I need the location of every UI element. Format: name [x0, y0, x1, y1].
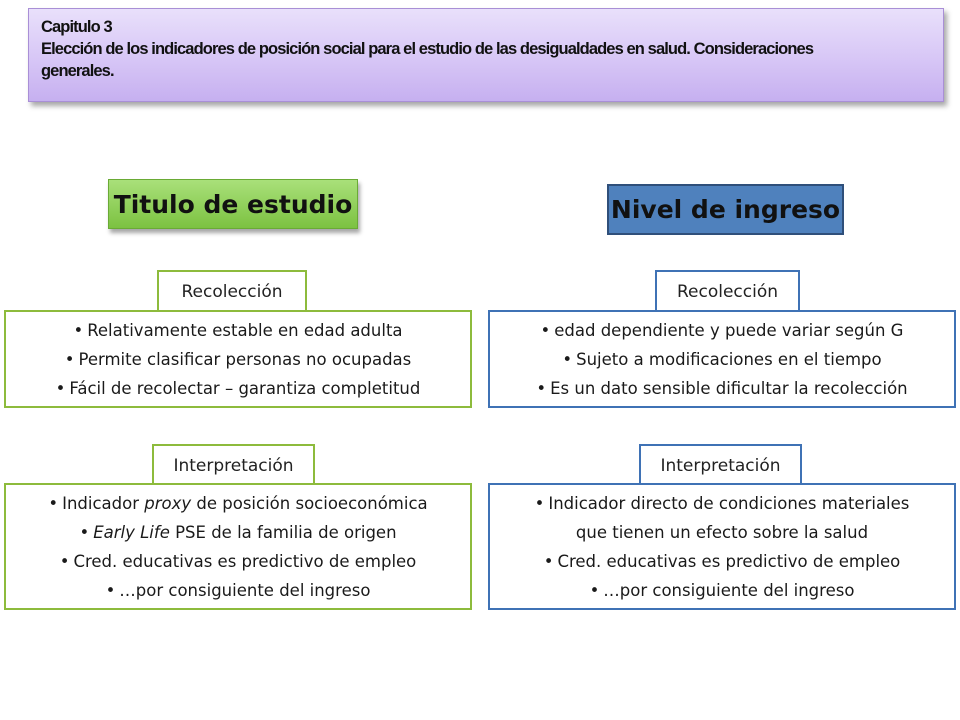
left-title: Titulo de estudio — [113, 189, 353, 219]
list-item: • Indicador directo de condiciones materiales — [534, 493, 910, 513]
list-item: • Fácil de recolectar – garantiza completitud — [55, 378, 421, 398]
left-interpretacion-tab — [152, 444, 315, 485]
bullet-icon: • — [79, 522, 90, 542]
bullet-icon: • — [105, 580, 116, 600]
right-interpretacion-box — [488, 483, 956, 610]
list-item: • Indicador proxy de posición socioeconómica — [48, 493, 428, 513]
right-title: Nivel de ingreso — [610, 195, 841, 224]
chapter-title-line2: generales. — [41, 62, 114, 80]
list-item-continuation: que tienen un efecto sobre la salud — [575, 522, 869, 542]
bullet-icon: • — [562, 349, 573, 369]
right-interpretacion-tab — [639, 444, 802, 485]
bullet-icon: • — [55, 378, 66, 398]
chapter-number: Capitulo 3 — [41, 18, 112, 36]
list-item: • …por consiguiente del ingreso — [105, 580, 371, 600]
left-title-box — [108, 179, 358, 229]
bullet-icon: • — [64, 349, 75, 369]
left-interpretacion-box — [4, 483, 472, 610]
bullet-icon: • — [536, 378, 547, 398]
left-interpretacion-label: Interpretación — [173, 455, 294, 476]
list-item: • Cred. educativas es predictivo de empleo — [59, 551, 417, 571]
bullet-icon: • — [73, 320, 84, 340]
list-item: • edad dependiente y puede variar según G — [540, 320, 904, 340]
chapter-title-line1: Elección de los indicadores de posición social para el estudio de las desigualdades en salud. Consideraciones — [41, 40, 814, 58]
list-item: • Sujeto a modificaciones en el tiempo — [562, 349, 882, 369]
list-item: • Permite clasificar personas no ocupadas — [64, 349, 412, 369]
bullet-icon: • — [534, 493, 545, 513]
list-item: • Es un dato sensible dificultar la recolección — [536, 378, 908, 398]
list-item: • Early Life PSE de la familia de origen — [79, 522, 397, 542]
right-recoleccion-label: Recolección — [676, 282, 779, 302]
bullet-icon: • — [59, 551, 70, 571]
left-recoleccion-box — [4, 310, 472, 408]
right-recoleccion-tab — [655, 270, 800, 312]
chapter-header — [28, 8, 944, 102]
right-title-box — [607, 184, 844, 235]
left-recoleccion-tab — [157, 270, 307, 312]
bullet-icon: • — [543, 551, 554, 571]
right-recoleccion-box — [488, 310, 956, 408]
bullet-icon: • — [589, 580, 600, 600]
bullet-icon: • — [48, 493, 59, 513]
bullet-icon: • — [540, 320, 551, 340]
right-interpretacion-label: Interpretación — [660, 455, 781, 476]
list-item: • …por consiguiente del ingreso — [589, 580, 855, 600]
left-recoleccion-label: Recolección — [181, 282, 283, 302]
list-item: • Cred. educativas es predictivo de empleo — [543, 551, 901, 571]
list-item: • Relativamente estable en edad adulta — [73, 320, 403, 340]
